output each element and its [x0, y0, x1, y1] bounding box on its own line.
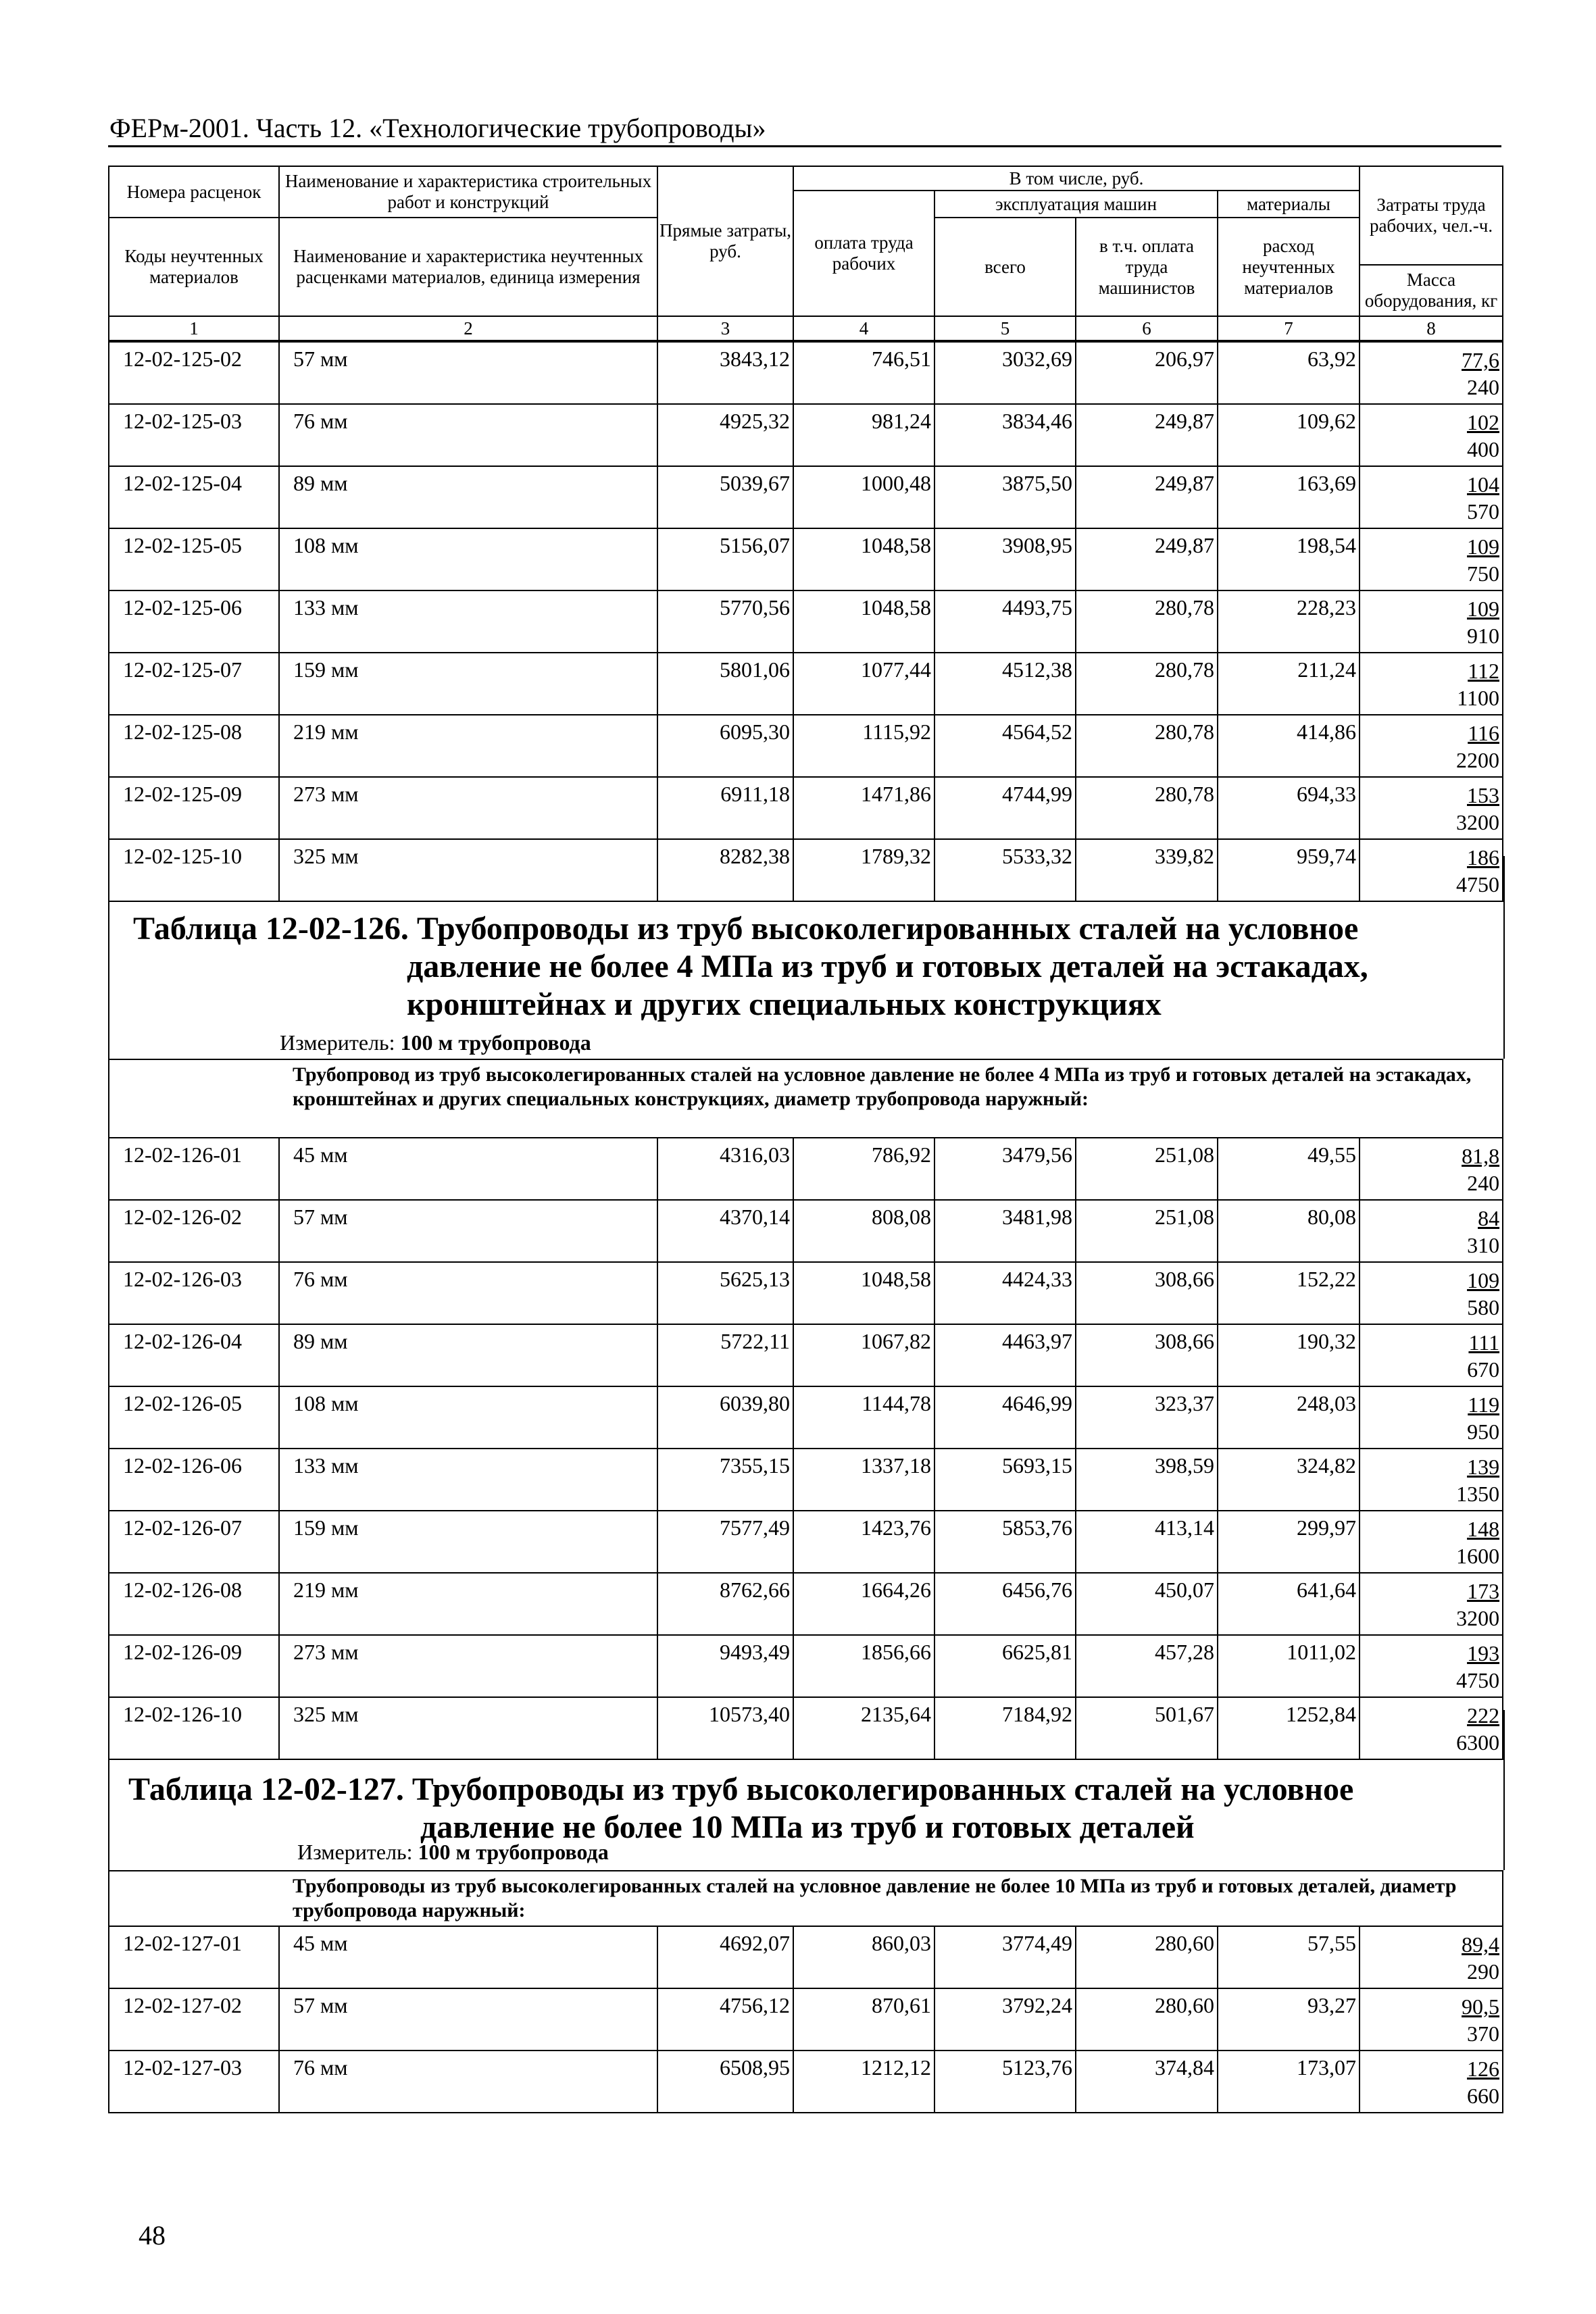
labor-mass-cell	[1360, 1573, 1503, 1635]
machines-total-cell: 3792,24	[934, 1988, 1076, 2051]
materials-cell: 228,23	[1218, 590, 1360, 653]
direct-cost-cell: 7577,49	[657, 1511, 793, 1573]
direct-cost-cell: 5039,67	[657, 466, 793, 528]
table-row	[109, 2051, 1503, 2113]
labor-mass-cell	[1360, 653, 1503, 715]
meter-value: 100 м трубопровода	[400, 1030, 591, 1055]
materials-cell: 80,08	[1218, 1200, 1360, 1262]
mass-value: 570	[1467, 499, 1499, 524]
table-row	[109, 1926, 1503, 1988]
materials-cell: 211,24	[1218, 653, 1360, 715]
rate-code-cell: 12-02-125-07	[109, 653, 279, 715]
table-12-02-125	[108, 341, 1503, 902]
materials-cell: 49,55	[1218, 1138, 1360, 1200]
direct-cost-cell: 4370,14	[657, 1200, 793, 1262]
machinist-pay-cell: 323,37	[1076, 1386, 1218, 1449]
materials-cell: 173,07	[1218, 2051, 1360, 2113]
col2-top-header: Наименование и характеристика строительных работ и конструкций	[279, 166, 657, 218]
meter-value: 100 м трубопровода	[418, 1840, 609, 1864]
table-row	[109, 1200, 1503, 1262]
direct-cost-cell: 8282,38	[657, 839, 793, 901]
worker-pay-cell: 1115,92	[793, 715, 934, 777]
col-number: 5	[934, 316, 1076, 341]
table-title-line: Таблица 12-02-127. Трубопроводы из труб высоколегированных сталей на условное	[128, 1771, 1354, 1807]
worker-pay-cell: 786,92	[793, 1138, 934, 1200]
table-row	[109, 1262, 1503, 1324]
machinist-pay-cell: 450,07	[1076, 1573, 1218, 1635]
machines-total-cell: 3834,46	[934, 404, 1076, 466]
machinist-pay-cell: 280,78	[1076, 715, 1218, 777]
machines-total-cell: 6456,76	[934, 1573, 1076, 1635]
mass-value: 290	[1467, 1959, 1500, 1984]
direct-cost-cell: 5722,11	[657, 1324, 793, 1386]
direct-cost-cell: 9493,49	[657, 1635, 793, 1697]
direct-cost-cell: 6508,95	[657, 2051, 793, 2113]
table-row	[109, 1138, 1503, 1200]
table-row	[109, 715, 1503, 777]
machinist-pay-cell: 280,78	[1076, 653, 1218, 715]
machinist-pay-cell: 457,28	[1076, 1635, 1218, 1697]
mass-value: 6300	[1456, 1730, 1500, 1755]
item-name-cell: 89 мм	[279, 466, 657, 528]
direct-cost-cell: 3843,12	[657, 342, 793, 404]
worker-pay-cell: 1077,44	[793, 653, 934, 715]
labor-value: 109	[1467, 534, 1499, 559]
labor-mass-cell	[1360, 1262, 1503, 1324]
rate-code-cell: 12-02-125-09	[109, 777, 279, 839]
labor-mass-cell	[1360, 1449, 1503, 1511]
machinist-pay-cell: 280,60	[1076, 1988, 1218, 2051]
machines-total-cell: 5693,15	[934, 1449, 1076, 1511]
materials-cell: 152,22	[1218, 1262, 1360, 1324]
meter-line	[297, 1840, 609, 1865]
machines-total-cell: 5853,76	[934, 1511, 1076, 1573]
mass-value: 370	[1467, 2021, 1500, 2046]
table-title-line: Таблица 12-02-126. Трубопроводы из труб высоколегированных сталей на условное	[133, 911, 1359, 947]
item-name-cell: 76 мм	[279, 404, 657, 466]
labor-value: 90,5	[1462, 1994, 1500, 2019]
labor-mass-cell	[1360, 1200, 1503, 1262]
mass-value: 1100	[1457, 686, 1499, 710]
worker-pay-cell: 2135,64	[793, 1697, 934, 1759]
rate-code-cell: 12-02-127-01	[109, 1926, 279, 1988]
rate-code-cell: 12-02-126-09	[109, 1635, 279, 1697]
table-row	[109, 1988, 1503, 2051]
item-name-cell: 159 мм	[279, 653, 657, 715]
machines-total-cell: 4512,38	[934, 653, 1076, 715]
machinist-pay-cell: 249,87	[1076, 404, 1218, 466]
table-row	[109, 1324, 1503, 1386]
worker-pay-cell: 1048,58	[793, 590, 934, 653]
machines-total-cell: 4493,75	[934, 590, 1076, 653]
machines-total-cell: 4744,99	[934, 777, 1076, 839]
direct-cost-cell: 7355,15	[657, 1449, 793, 1511]
mass-value: 4750	[1456, 872, 1499, 897]
mass-value: 750	[1467, 561, 1499, 586]
item-name-cell: 133 мм	[279, 1449, 657, 1511]
group-description: Трубопроводы из труб высоколегированных сталей на условное давление не более 10 МПа из труб и готовых деталей, диаметр трубопровода наружный:	[279, 1871, 1503, 1926]
col-number: 2	[279, 316, 657, 341]
item-name-cell: 76 мм	[279, 1262, 657, 1324]
item-name-cell: 273 мм	[279, 1635, 657, 1697]
machines-total-cell: 6625,81	[934, 1635, 1076, 1697]
col7-header: расход неучтенных материалов	[1218, 218, 1360, 316]
worker-pay-cell: 1337,18	[793, 1449, 934, 1511]
machinist-pay-cell: 398,59	[1076, 1449, 1218, 1511]
item-name-cell: 45 мм	[279, 1138, 657, 1200]
machinist-pay-cell: 308,66	[1076, 1262, 1218, 1324]
machines-total-cell: 4424,33	[934, 1262, 1076, 1324]
table-row	[109, 1573, 1503, 1635]
table-row	[109, 1635, 1503, 1697]
materials-cell: 93,27	[1218, 1988, 1360, 2051]
machines-total-cell: 5123,76	[934, 2051, 1076, 2113]
col8-bottom-header: Масса оборудования, кг	[1360, 265, 1503, 316]
materials-cell: 109,62	[1218, 404, 1360, 466]
labor-value: 186	[1467, 845, 1499, 870]
col-number: 7	[1218, 316, 1360, 341]
labor-value: 173	[1467, 1579, 1500, 1603]
rate-code-cell: 12-02-125-04	[109, 466, 279, 528]
labor-value: 84	[1478, 1206, 1500, 1230]
labor-mass-cell	[1360, 1324, 1503, 1386]
machines-header: эксплуатация машин	[934, 191, 1218, 218]
labor-value: 109	[1467, 1268, 1500, 1292]
labor-value: 104	[1467, 472, 1499, 497]
table-row	[109, 653, 1503, 715]
header-rule	[108, 145, 1501, 147]
worker-pay-cell: 1144,78	[793, 1386, 934, 1449]
labor-mass-cell	[1360, 1511, 1503, 1573]
mass-value: 240	[1467, 1171, 1500, 1195]
machinist-pay-cell: 374,84	[1076, 2051, 1218, 2113]
mass-value: 1350	[1456, 1482, 1500, 1506]
table-12-02-127	[108, 1870, 1503, 2113]
machines-total-cell: 3032,69	[934, 342, 1076, 404]
column-header-table	[108, 166, 1503, 341]
item-name-cell: 108 мм	[279, 1386, 657, 1449]
item-name-cell: 325 мм	[279, 1697, 657, 1759]
rate-code-cell: 12-02-127-03	[109, 2051, 279, 2113]
labor-value: 193	[1467, 1641, 1500, 1665]
meter-line	[280, 1030, 591, 1055]
worker-pay-cell: 1048,58	[793, 1262, 934, 1324]
machines-total-cell: 4564,52	[934, 715, 1076, 777]
meter-label: Измеритель:	[280, 1030, 395, 1055]
materials-cell: 63,92	[1218, 342, 1360, 404]
mass-value: 310	[1467, 1233, 1500, 1257]
rate-code-cell: 12-02-126-05	[109, 1386, 279, 1449]
materials-cell: 324,82	[1218, 1449, 1360, 1511]
labor-value: 126	[1467, 2057, 1500, 2081]
col4-header: оплата труда рабочих	[793, 191, 934, 316]
direct-cost-cell: 5625,13	[657, 1262, 793, 1324]
machines-total-cell: 4463,97	[934, 1324, 1076, 1386]
rate-code-cell: 12-02-126-04	[109, 1324, 279, 1386]
materials-cell: 959,74	[1218, 839, 1360, 901]
labor-value: 111	[1468, 1330, 1500, 1355]
labor-mass-cell	[1360, 2051, 1503, 2113]
labor-value: 148	[1467, 1517, 1500, 1541]
group-description: Трубопровод из труб высоколегированных сталей на условное давление не более 4 МПа из труб и готовых деталей на эстакадах, кронштейнах и других специальных конструкциях, диаметр трубопровода наружный:	[279, 1059, 1503, 1138]
materials-cell: 1011,02	[1218, 1635, 1360, 1697]
col-number: 1	[109, 316, 279, 341]
labor-mass-cell	[1360, 528, 1503, 590]
machinist-pay-cell: 251,08	[1076, 1138, 1218, 1200]
labor-value: 102	[1467, 410, 1499, 434]
labor-value: 119	[1468, 1392, 1500, 1417]
direct-cost-cell: 6095,30	[657, 715, 793, 777]
rate-code-cell: 12-02-126-02	[109, 1200, 279, 1262]
col1-bottom-header: Коды неучтенных материалов	[109, 218, 279, 316]
item-name-cell: 45 мм	[279, 1926, 657, 1988]
item-name-cell: 133 мм	[279, 590, 657, 653]
machinist-pay-cell: 251,08	[1076, 1200, 1218, 1262]
item-name-cell: 159 мм	[279, 1511, 657, 1573]
machinist-pay-cell: 206,97	[1076, 342, 1218, 404]
worker-pay-cell: 1048,58	[793, 528, 934, 590]
worker-pay-cell: 1856,66	[793, 1635, 934, 1697]
labor-value: 109	[1467, 597, 1499, 621]
page-number: 48	[139, 2220, 166, 2250]
meter-label: Измеритель:	[297, 1840, 413, 1864]
worker-pay-cell: 808,08	[793, 1200, 934, 1262]
direct-cost-cell: 5770,56	[657, 590, 793, 653]
direct-cost-cell: 6039,80	[657, 1386, 793, 1449]
materials-cell: 1252,84	[1218, 1697, 1360, 1759]
direct-cost-cell: 4756,12	[657, 1988, 793, 2051]
col3-header: Прямые затраты, руб.	[657, 166, 793, 316]
table-12-02-126	[108, 1059, 1503, 1760]
materials-header: материалы	[1218, 191, 1360, 218]
worker-pay-cell: 1423,76	[793, 1511, 934, 1573]
item-name-cell: 57 мм	[279, 1988, 657, 2051]
labor-mass-cell	[1360, 342, 1503, 404]
rate-code-cell: 12-02-126-07	[109, 1511, 279, 1573]
labor-mass-cell	[1360, 777, 1503, 839]
mass-value: 910	[1467, 624, 1499, 648]
labor-value: 89,4	[1462, 1932, 1500, 1957]
machinist-pay-cell: 249,87	[1076, 466, 1218, 528]
machinist-pay-cell: 280,60	[1076, 1926, 1218, 1988]
table-row	[109, 1511, 1503, 1573]
table-row	[109, 466, 1503, 528]
table-row	[109, 342, 1503, 404]
worker-pay-cell: 860,03	[793, 1926, 934, 1988]
table-title-line: кронштейнах и других специальных конструкциях	[407, 986, 1162, 1022]
labor-value: 139	[1467, 1455, 1500, 1479]
labor-value: 112	[1468, 659, 1499, 683]
col-number: 3	[657, 316, 793, 341]
materials-cell: 198,54	[1218, 528, 1360, 590]
direct-cost-cell: 4692,07	[657, 1926, 793, 1988]
machines-total-cell: 3875,50	[934, 466, 1076, 528]
col6-header: в т.ч. оплата труда машинистов	[1076, 218, 1218, 316]
mass-value: 3200	[1456, 1606, 1500, 1630]
machines-total-cell: 3774,49	[934, 1926, 1076, 1988]
labor-mass-cell	[1360, 1138, 1503, 1200]
direct-cost-cell: 4925,32	[657, 404, 793, 466]
labor-mass-cell	[1360, 715, 1503, 777]
rate-code-cell: 12-02-126-10	[109, 1697, 279, 1759]
rate-code-cell: 12-02-125-06	[109, 590, 279, 653]
machinist-pay-cell: 339,82	[1076, 839, 1218, 901]
labor-mass-cell	[1360, 1386, 1503, 1449]
item-name-cell: 57 мм	[279, 342, 657, 404]
worker-pay-cell: 1212,12	[793, 2051, 934, 2113]
rate-code-cell: 12-02-125-05	[109, 528, 279, 590]
table-row	[109, 590, 1503, 653]
machinist-pay-cell: 501,67	[1076, 1697, 1218, 1759]
labor-mass-cell	[1360, 404, 1503, 466]
rate-code-cell: 12-02-125-03	[109, 404, 279, 466]
running-header: ФЕРм-2001. Часть 12. «Технологические трубопроводы»	[109, 113, 766, 143]
col8-top-header: Затраты труда рабочих, чел.-ч.	[1360, 166, 1503, 265]
item-name-cell: 108 мм	[279, 528, 657, 590]
labor-mass-cell	[1360, 1926, 1503, 1988]
item-name-cell: 219 мм	[279, 1573, 657, 1635]
machinist-pay-cell: 280,78	[1076, 777, 1218, 839]
worker-pay-cell: 1789,32	[793, 839, 934, 901]
labor-value: 222	[1467, 1703, 1500, 1728]
rate-code-cell: 12-02-126-03	[109, 1262, 279, 1324]
rate-code-cell: 12-02-126-08	[109, 1573, 279, 1635]
rate-code-cell: 12-02-127-02	[109, 1988, 279, 2051]
materials-cell: 248,03	[1218, 1386, 1360, 1449]
machinist-pay-cell: 413,14	[1076, 1511, 1218, 1573]
mass-value: 670	[1467, 1357, 1500, 1382]
worker-pay-cell: 1067,82	[793, 1324, 934, 1386]
materials-cell: 641,64	[1218, 1573, 1360, 1635]
worker-pay-cell: 981,24	[793, 404, 934, 466]
machinist-pay-cell: 249,87	[1076, 528, 1218, 590]
machinist-pay-cell: 280,78	[1076, 590, 1218, 653]
direct-cost-cell: 8762,66	[657, 1573, 793, 1635]
machines-total-cell: 7184,92	[934, 1697, 1076, 1759]
worker-pay-cell: 746,51	[793, 342, 934, 404]
materials-cell: 57,55	[1218, 1926, 1360, 1988]
direct-cost-cell: 10573,40	[657, 1697, 793, 1759]
machines-total-cell: 5533,32	[934, 839, 1076, 901]
machines-total-cell: 3481,98	[934, 1200, 1076, 1262]
item-name-cell: 325 мм	[279, 839, 657, 901]
labor-value: 153	[1467, 783, 1499, 807]
rate-code-cell: 12-02-126-01	[109, 1138, 279, 1200]
mass-value: 660	[1467, 2084, 1500, 2108]
item-name-cell: 219 мм	[279, 715, 657, 777]
labor-mass-cell	[1360, 1635, 1503, 1697]
section-12-02-126	[108, 856, 1505, 1059]
labor-value: 116	[1468, 721, 1499, 745]
labor-mass-cell	[1360, 1988, 1503, 2051]
mass-value: 4750	[1456, 1668, 1500, 1692]
item-name-cell: 57 мм	[279, 1200, 657, 1262]
worker-pay-cell: 1000,48	[793, 466, 934, 528]
col1-top-header: Номера расценок	[109, 166, 279, 218]
table-row	[109, 1386, 1503, 1449]
col-number: 8	[1360, 316, 1503, 341]
machinist-pay-cell: 308,66	[1076, 1324, 1218, 1386]
labor-value: 81,8	[1462, 1144, 1500, 1168]
labor-mass-cell	[1360, 466, 1503, 528]
table-title-line: давление не более 4 МПа из труб и готовых деталей на эстакадах,	[407, 949, 1368, 984]
rate-code-cell: 12-02-125-08	[109, 715, 279, 777]
labor-value: 77,6	[1462, 348, 1499, 372]
rate-code-cell: 12-02-125-02	[109, 342, 279, 404]
incl-header: В том числе, руб.	[793, 166, 1360, 191]
mass-value: 2200	[1456, 748, 1499, 772]
rate-code-cell: 12-02-126-06	[109, 1449, 279, 1511]
item-name-cell: 76 мм	[279, 2051, 657, 2113]
worker-pay-cell: 1471,86	[793, 777, 934, 839]
table-title-line: давление не более 10 МПа из труб и готовых деталей	[420, 1809, 1195, 1845]
machines-total-cell: 3908,95	[934, 528, 1076, 590]
mass-value: 400	[1467, 437, 1499, 461]
col2-bottom-header: Наименование и характеристика неучтенных расценками материалов, единица измерения	[279, 218, 657, 316]
col-number: 4	[793, 316, 934, 341]
materials-cell: 414,86	[1218, 715, 1360, 777]
rate-code-cell: 12-02-125-10	[109, 839, 279, 901]
machines-total-cell: 4646,99	[934, 1386, 1076, 1449]
materials-cell: 299,97	[1218, 1511, 1360, 1573]
mass-value: 950	[1467, 1419, 1500, 1444]
item-name-cell: 273 мм	[279, 777, 657, 839]
direct-cost-cell: 4316,03	[657, 1138, 793, 1200]
materials-cell: 694,33	[1218, 777, 1360, 839]
direct-cost-cell: 5156,07	[657, 528, 793, 590]
mass-value: 1600	[1456, 1544, 1500, 1568]
table-row	[109, 777, 1503, 839]
mass-value: 3200	[1456, 810, 1499, 834]
labor-mass-cell	[1360, 590, 1503, 653]
mass-value: 580	[1467, 1295, 1500, 1319]
machines-total-cell: 3479,56	[934, 1138, 1076, 1200]
col-number: 6	[1076, 316, 1218, 341]
materials-cell: 163,69	[1218, 466, 1360, 528]
materials-cell: 190,32	[1218, 1324, 1360, 1386]
item-name-cell: 89 мм	[279, 1324, 657, 1386]
worker-pay-cell: 870,61	[793, 1988, 934, 2051]
table-row	[109, 1449, 1503, 1511]
direct-cost-cell: 5801,06	[657, 653, 793, 715]
table-row	[109, 528, 1503, 590]
col5-header: всего	[934, 218, 1076, 316]
worker-pay-cell: 1664,26	[793, 1573, 934, 1635]
mass-value: 240	[1467, 375, 1499, 399]
table-row	[109, 404, 1503, 466]
direct-cost-cell: 6911,18	[657, 777, 793, 839]
